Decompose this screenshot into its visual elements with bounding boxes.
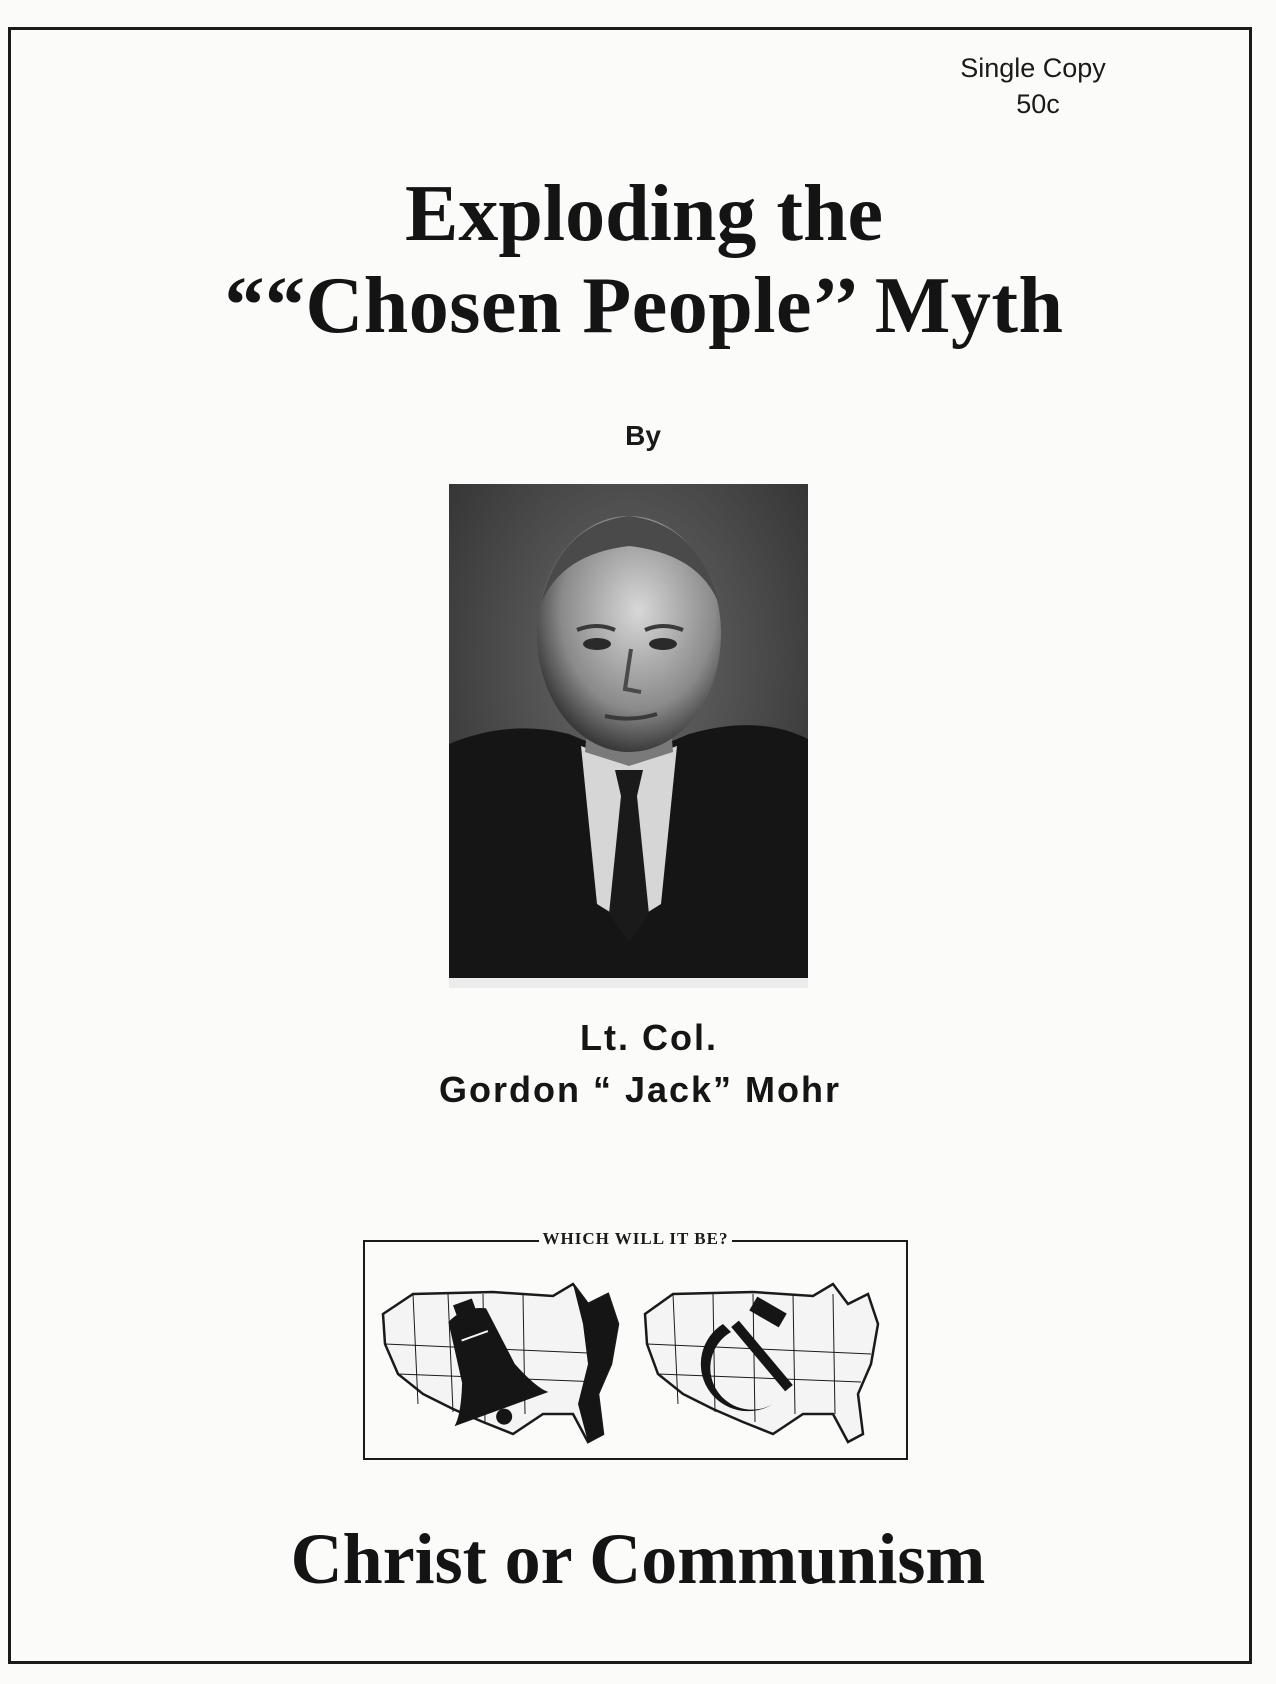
author-full-name: Gordon “ Jack” Mohr [438, 1069, 842, 1110]
footer-title: Christ or Communism [290, 1519, 986, 1599]
cartoon-caption: WHICH WILL IT BE? [539, 1229, 733, 1248]
price-label [933, 50, 1133, 122]
price-line-single-copy: Single Copy [960, 53, 1106, 83]
portrait-illustration [449, 484, 808, 988]
which-will-it-be-cartoon [363, 1229, 908, 1460]
cartoon-maps-illustration [373, 1264, 898, 1454]
author-rank: Lt. Col. [580, 1017, 718, 1058]
book-title [0, 168, 1276, 352]
author-portrait-photo [449, 484, 808, 988]
title-line-1: Exploding the [405, 170, 883, 258]
author-name [0, 1012, 1276, 1116]
byline: By [625, 420, 661, 451]
title-line-2: ““Chosen People’’ Myth [224, 262, 1064, 350]
price-amount: 50c [1016, 89, 1060, 119]
